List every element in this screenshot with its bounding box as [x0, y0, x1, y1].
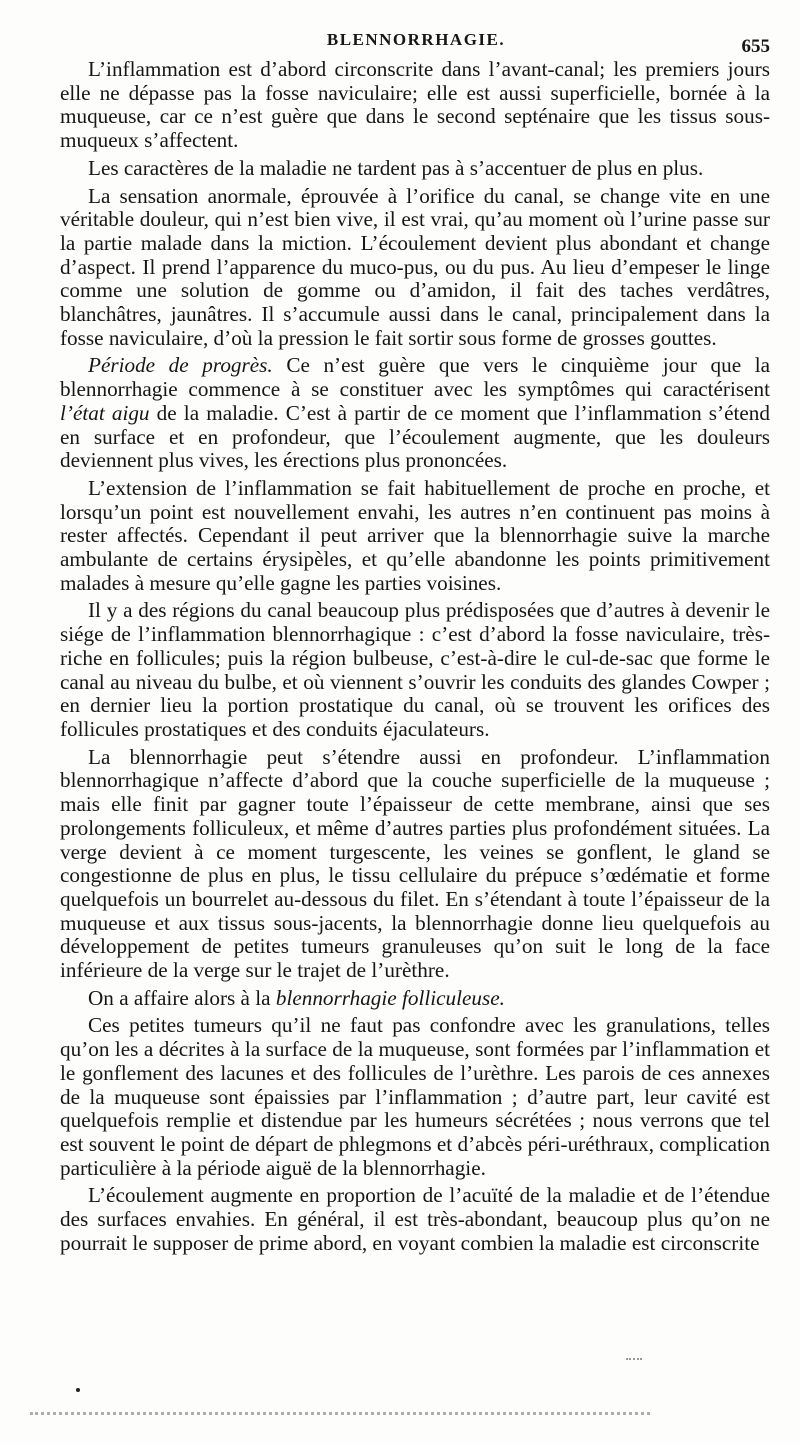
- paragraph: [60, 1184, 770, 1255]
- paragraph-text: Il y a des régions du canal beaucoup plus prédisposées que d’autres à devenir le siége de l’inflammation blennorrhagique : c’est d’abord la fosse naviculaire, très-riche en follicules; puis la région bulbeuse, c’est-à-dire le cul-de-sac que forme le canal au niveau du bulbe, et où viennent s’ouvrir les conduits des glandes Cowper ; en dernier lieu la portion prostatique du canal, où se trouvent les orifices des follicules prostatiques et des conduits éjaculateurs.: [60, 598, 770, 741]
- paragraph-text: Les caractères de la maladie ne tardent pas à s’accentuer de plus en plus.: [88, 155, 704, 180]
- running-head: [62, 30, 770, 56]
- paragraph: [60, 1014, 770, 1180]
- body-text: [60, 58, 770, 1255]
- scan-artifact: [626, 1358, 642, 1363]
- paragraph: [60, 477, 770, 596]
- italic-term: l’état aigu: [60, 400, 150, 425]
- paragraph: [60, 58, 770, 153]
- paragraph-text: La sensation anormale, éprouvée à l’orifice du canal, se change vite en une véritable douleur, qui n’est bien vive, il est vrai, qu’au moment où l’urine passe sur la partie malade dans la miction. L’écoulement devient plus abondant et change d’aspect. Il prend l’apparence du muco-pus, ou du pus. Au lieu d’empeser le linge comme une solution de gomme ou d’amidon, il fait des taches verdâtres, blanchâtres, jaunâtres. Il s’accumule aussi dans le canal, principalement dans la fosse naviculaire, d’où la pression le fait sortir sous forme de grosses gouttes.: [60, 183, 770, 350]
- paragraph-text: La blennorrhagie peut s’étendre aussi en profondeur. L’inflammation blennorrhagique n’affecte d’abord que la couche superficielle de la muqueuse ; mais elle finit par gagner toute l’épaisseur de cette membrane, ainsi que ses prolongements folliculeux, et même d’autres parties plus profondément situées. La verge devient à ce moment turgescente, les veines se gonflent, le gland se congestionne de plus en plus, le tissu cellulaire du prépuce s’œdématie et forme quelquefois un bourrelet au-dessous du filet. En s’étendant à toute l’épaisseur de la muqueuse et aux tissus sous-jacents, la blennorrhagie donne lieu quelquefois au développement de petites tumeurs granuleuses qu’on suit le long de la face inférieure de la verge sur le trajet de l’urèthre.: [60, 744, 770, 983]
- paragraph: [60, 746, 770, 983]
- paragraph-text: de la maladie. C’est à partir de ce moment que l’inflammation s’étend en surface et en profondeur, que l’écoulement augmente, que les douleurs deviennent plus vives, les érections plus prononcées.: [60, 400, 770, 473]
- paragraph-text: L’extension de l’inflammation se fait habituellement de proche en proche, et lorsqu’un point est nouvellement envahi, les autres n’en continuent pas moins à rester affectés. Cependant il peut arriver que la blennorrhagie suive la marche ambulante de certains érysipèles, et qu’elle abandonne les points primitivement malades à mesure qu’elle gagne les parties voisines.: [60, 475, 770, 595]
- page-number: 655: [741, 36, 770, 57]
- paragraph: [60, 185, 770, 351]
- paragraph: [60, 987, 770, 1011]
- scan-artifact-strip: [30, 1412, 650, 1420]
- running-title: BLENNORRHAGIE.: [326, 30, 506, 49]
- paragraph: [60, 599, 770, 741]
- paragraph: [60, 354, 770, 473]
- paragraph: [60, 157, 770, 181]
- scan-artifact-dot: [76, 1388, 80, 1392]
- paragraph-text: L’inflammation est d’abord circonscrite dans l’avant-canal; les premiers jours elle ne dépasse pas la fosse naviculaire; elle est aussi superficielle, bornée à la muqueuse, car ce n’est guère que dans le second septénaire que les tissus sous-muqueux s’affectent.: [60, 57, 770, 153]
- section-heading-italic: Période de progrès.: [88, 353, 273, 378]
- paragraph-text: Ces petites tumeurs qu’il ne faut pas confondre avec les granulations, telles qu’on les a décrites à la surface de la muqueuse, sont formées par l’inflammation et le gonflement des lacunes et des follicules de l’urèthre. Les parois de ces annexes de la muqueuse sont épaissies par l’inflammation ; d’autre part, leur cavité est quelquefois remplie et distendue par les humeurs sécrétées ; nous verrons que tel est souvent le point de départ de phlegmons et d’abcès péri-uréthraux, complication particulière à la période aiguë de la blennorrhagie.: [60, 1013, 770, 1180]
- paragraph-text: Ce n’est guère que vers le cinquième jour que la blennorrhagie commence à se constituer avec les symptômes qui caractérisent: [60, 353, 770, 402]
- paragraph-text: L’écoulement augmente en proportion de l’acuïté de la maladie et de l’étendue des surfaces envahies. En général, il est très-abondant, beaucoup plus qu’on ne pourrait le supposer de prime abord, en voyant combien la maladie est circonscrite: [60, 1183, 770, 1255]
- paragraph-text: On a affaire alors à la: [88, 985, 276, 1010]
- italic-term: blennorrhagie folliculeuse.: [275, 985, 505, 1010]
